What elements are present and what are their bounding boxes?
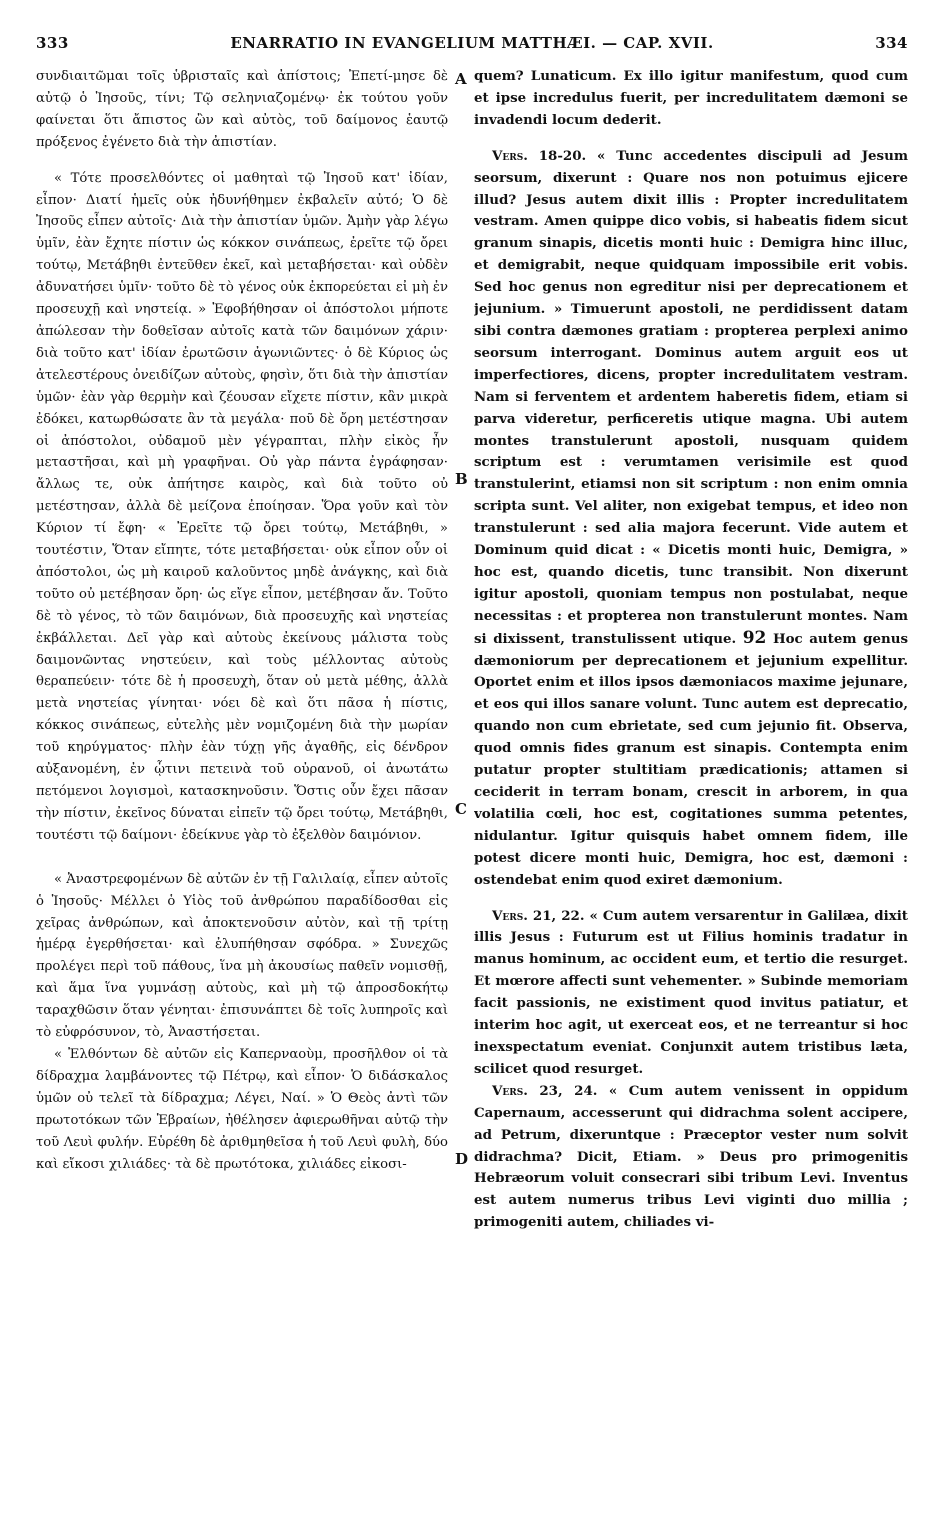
greek-paragraph: « Ἀναστρεφομένων δὲ αὐτῶν ἐν τῇ Γαλιλαίᾳ, εἶπεν αὐτοῖς ὁ Ἰησοῦς· Μέλλει ὁ Υἱὸς τοῦ ἀνθρώπου παραδίδοσθαι εἰς χεῖρας ἀνθρώπων, καὶ ἀποκτενοῦσιν αὐτὸν, καὶ τῇ τρίτῃ ἡμέρᾳ ἐγερθήσεται· καὶ ἐλυπήθησαν σφόδρα. » Συνεχῶς προλέγει περὶ τοῦ πάθους, ἵνα μὴ ἀκουσίως παθεῖν νομισθῇ, καὶ ἅμα ἵνα γυμνάσῃ αὐτοὺς, καὶ μὴ τῷ ἀπροσδοκήτῳ ταραχθῶσιν ὅταν γένηται· ἐπισυνάπτει δὲ τοῖς λυπηροῖς καὶ τὸ εὐφρόσυνον, τὸ, Ἀναστήσεται.	[36, 871, 448, 1041]
latin-text: « Cum autem venissent in oppidum Capernaum, accesserunt qui didrachma solent accipere, ad Petrum, dixeruntque : Præceptor vester num solvit didrachma? Dicit, Etiam. » Deus pro primogenitis Hebræorum voluit consecrari sibi tribum Levi. Inventus est autem numerus tribus Levi viginti duo millia ; primogeniti autem, chiliades vi-	[474, 1082, 908, 1231]
latin-text: « Cum autem versarentur in Galilæa, dixit illis Jesus : Futurum est ut Filius hominis tradatur in manus hominum, ac occident eum, et tertio die resurget. Et mœrore affecti sunt vehementer. » Subinde memoriam facit passionis, ne existiment quod invitus patiatur, et interim hoc agit, ut exerceat eos, et ne terreantur si hoc inexspectatum eveniat. Conjunxit autem tristibus læta, scilicet quod resurget.	[474, 907, 908, 1077]
section-marker-c: C	[455, 800, 467, 818]
latin-paragraph: quem? Lunaticum. Ex illo igitur manifestum, quod cum et ipse incredulus fuerit, per incredulitatem dæmoni se invadendi locum dederit.	[474, 68, 908, 128]
page-number-left: 333	[36, 34, 69, 52]
two-column-body	[36, 66, 908, 1520]
latin-text: Hoc autem genus dæmoniorum per deprecationem et jejunium expellitur. Oportet enim et illos ipsos dæmoniacos maxime jejunare, et eos qui illos sanare volunt. Tunc autem est deprecatio, quando non cum ebrietate, sed cum jejunio fit. Observa, quod omnis fides granum est sinapis. Contempta enim putatur propter stultitiam prædicationis; attamen si ceciderit in terram bonam, crescit in arborem, in qua volatilia cœli, hoc est, cogitationes summa petentes, nidulantur. Igitur quisquis habet omnem fidem, ille potest dicere monti huic, Demigra, hoc est, dæmoni : ostendebat enim quod exiret dæmonium.	[474, 630, 908, 888]
latin-paragraph	[474, 1081, 908, 1234]
latin-paragraph	[474, 906, 908, 1081]
greek-paragraph: « Ἐλθόντων δὲ αὐτῶν εἰς Καπερναοὺμ, προσῆλθον οἱ τὰ δίδραχμα λαμβάνοντες τῷ Πέτρῳ, καὶ εἶπον· Ὁ διδάσκαλος ὑμῶν οὐ τελεῖ τὰ δίδραχμα; Λέγει, Ναί. » Ὁ Θεὸς ἀντὶ τῶν πρωτοτόκων τῶν Ἑβραίων, ἠθέλησεν ἀφιερωθῆναι αὐτῷ τὴν τοῦ Λευὶ φυλήν. Εὑρέθη δὲ ἀριθμηθεῖσα ἡ τοῦ Λευὶ φυλὴ, δύο καὶ εἴκοσι χιλιάδες· τὰ δὲ πρωτότοκα, χιλιάδες εἰκοσι-	[36, 1046, 448, 1172]
running-title: ENARRATIO IN EVANGELIUM MATTHÆI. — CAP. XVII.	[230, 34, 714, 52]
verse-label: Vers. 23, 24.	[492, 1082, 598, 1099]
greek-column	[36, 66, 448, 1520]
running-header	[36, 30, 908, 64]
section-marker-a: A	[455, 70, 467, 88]
section-marker-b: B	[455, 470, 468, 488]
latin-column	[474, 66, 908, 1520]
verse-label: Vers. 18-20.	[492, 147, 587, 164]
latin-text: « Tunc accedentes discipuli ad Jesum seorsum, dixerunt : Quare nos non potuimus ejicere illud? Jesus autem dixit illis : Propter incredulitatem vestram. Amen quippe dico vobis, si habeatis fidem sicut granum sinapis, dicetis monti huic : Demigra hinc illuc, et demigrabit, neque quidquam impossibile erit vobis. Sed hoc genus non egreditur nisi per deprecationem et jejunium. » Timuerunt apostoli, ne perdidissent datam sibi contra dæmones gratiam : propterea perplexi animo seorsum interrogant. Dominus autem arguit eos ut imperfectiores, dicens, propter incredulitatem vestram. Nam si ferventem et ardentem haberetis fidem, etiam si parva videretur, perficeretis utique magna. Ubi autem montes transtulerunt apostoli, nusquam quidem scriptum est : verumtamen verisimile est quod transtulerint, etiamsi non sit scriptum : non enim omnia scripta sunt. Vel aliter, non exigebat tempus, et ideo non transtulerunt : sed alia majora fecerunt. Vide autem et Dominum quid dicat : « Dicetis monti huic, Demigra, » hoc est, quando dicetis, tunc transibit. Non dixerunt igitur apostoli, quoniam tempus non postulabat, neque necessitas : et propterea non transtulerunt montes. Nam si dixissent, transtulissent utique.	[474, 147, 908, 647]
greek-paragraph: « Τότε προσελθόντες οἱ μαθηταὶ τῷ Ἰησοῦ κατ' ἰδίαν, εἶπον· Διατί ἡμεῖς οὐκ ἠδυνήθημεν ἐκβαλεῖν αὐτό; Ὁ δὲ Ἰησοῦς εἶπεν αὐτοῖς· Διὰ τὴν ἀπιστίαν ὑμῶν. Ἀμὴν γὰρ λέγω ὑμῖν, ἐὰν ἔχητε πίστιν ὡς κόκκον σινάπεως, ἐρεῖτε τῷ ὄρει τούτῳ, Μετάβηθι ἐντεῦθεν ἐκεῖ, καὶ μεταβήσεται· καὶ οὐδὲν ἀδυνατήσει ὑμῖν· τοῦτο δὲ τὸ γένος οὐκ ἐκπορεύεται εἰ μὴ ἐν προσευχῇ καὶ νηστείᾳ. » Ἐφοβήθησαν οἱ ἀπόστολοι μήποτε ἀπώλεσαν τὴν δοθεῖσαν αὐτοῖς κατὰ τῶν δαιμόνων χάριν· διὰ τοῦτο κατ' ἰδίαν ἐρωτῶσιν ἀγωνιῶντες· ὁ δὲ Κύριος ὡς ἀτελεστέρους ὀνειδίζων αὐτοὺς, φησὶν, ὅτι διὰ τὴν ἀπιστίαν ὑμῶν· ἐὰν γὰρ θερμὴν καὶ ζέουσαν εἴχετε πίστιν, κἂν μικρὰ ἐδόκει, κατωρθώσατε ἂν τὰ μεγάλα· ποῦ δὲ ὄρη μετέστησαν οἱ ἀπόστολοι, οὐδαμοῦ μὲν γέγραπται, πλὴν εἰκὸς ἦν μεταστῆσαι, καὶ μὴ γραφῆναι. Οὐ γὰρ πάντα ἐγράφησαν· ἄλλως τε, οὐκ ἀπήτησε καιρὸς, καὶ διὰ τοῦτο οὐ μετέστησαν, ἀλλὰ δὲ μείζονα ἐποίησαν. Ὅρα γοῦν καὶ τὸν Κύριον τί ἔφη· « Ἐρεῖτε τῷ ὄρει τούτῳ, Μετάβηθι, » τουτέστιν, Ὅταν εἴπητε, τότε μεταβήσεται· οὐκ εἶπον οὖν οἱ ἀπόστολοι, ὡς μὴ καιροῦ καλοῦντος μηδὲ ἀνάγκης, καὶ διὰ τοῦτο οὐ μετέβησαν ὄρη· ὡς εἴγε εἶπον, μετέβησαν ἄν. Τοῦτο δὲ τὸ γένος, τὸ τῶν δαιμόνων, διὰ προσευχῆς καὶ νηστείας ἐκβάλλεται. Δεῖ γὰρ καὶ αὐτοὺς ἐκείνους μάλιστα τοὺς δαιμονῶντας νηστεύειν, καὶ τοὺς μέλλοντας αὐτοὺς θεραπεύειν· τότε δὲ ἡ προσευχὴ, ὅταν οὐ μετὰ μέθης, ἀλλὰ μετὰ νηστείας γίνηται· νόει δὲ καὶ ὅτι πᾶσα ἡ πίστις, κόκκος σινάπεως, εὐτελὴς μὲν νομιζομένη διὰ τὴν μωρίαν τοῦ κηρύγματος· πλὴν ἐὰν τύχῃ γῆς ἀγαθῆς, εἰς δένδρον αὐξανομένη, ἐν ᾧτινι πετεινὰ τοῦ οὐρανοῦ, οἱ ἀνωτάτω πετόμενοι λογισμοὶ, κατασκηνοῦσιν. Ὅστις οὖν ἔχει πᾶσαν τὴν πίστιν, ἐκεῖνος δύναται εἰπεῖν τῷ ὄρει τούτῳ, Μετάβηθι, τουτέστι τῷ δαίμονι· ἐδείκνυε γὰρ τὸ ἐξελθὸν δαιμόνιον.	[36, 170, 448, 843]
section-marker-d: D	[455, 1150, 469, 1168]
page-number-right: 334	[875, 34, 908, 52]
page	[36, 30, 908, 1520]
verse-label: Vers. 21, 22.	[492, 907, 585, 924]
latin-paragraph	[474, 146, 908, 892]
column-number: 92	[742, 627, 767, 648]
greek-paragraph: συνδιαιτῶμαι τοῖς ὑβρισταῖς καὶ ἀπίστοις; Ἐπετί-μησε δὲ αὐτῷ ὁ Ἰησοῦς, τίνι; Τῷ σεληνιαζομένῳ· ἐκ τούτου γοῦν φαίνεται ὅτι ἄπιστος ὢν καὶ αὐτὸς, τοῦ δαίμονος ἑαυτῷ πρόξενος ἐγένετο διὰ τὴν ἀπιστίαν.	[36, 69, 448, 150]
